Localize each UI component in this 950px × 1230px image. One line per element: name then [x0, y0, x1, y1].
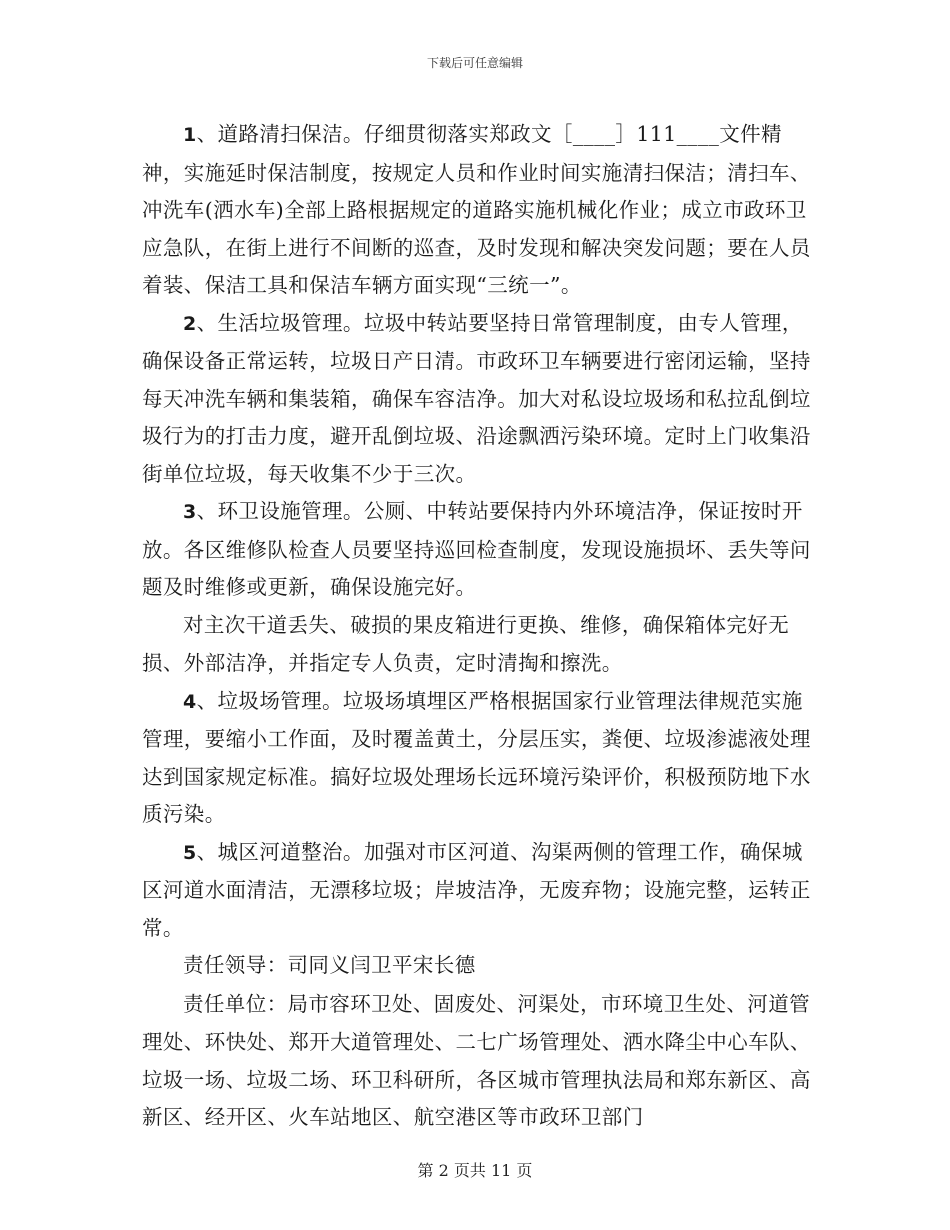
page-header: 下载后可任意编辑: [426, 56, 523, 70]
paragraph-text: 对主次干道丢失、破损的果皮箱进行更换、维修，确保箱体完好无损、外部洁净，并指定专人负责，定时清掏和擦洗。: [142, 612, 790, 675]
paragraph-text: 、垃圾场管理。垃圾场填埋区严格根据国家行业管理法律规范实施管理，要缩小工作面，及时覆盖黄土，分层压实，粪便、垃圾渗滤液处理达到国家规定标准。搞好垃圾处理场长远环境污染评价，积极预防地下水质污染。: [142, 688, 811, 826]
item-number: 1: [183, 124, 197, 146]
paragraph-text: 、环卫设施管理。公厕、中转站要保持内外环境洁净，保证按时开放。各区维修队检查人员要坚持巡回检查制度，发现设施损坏、丢失等问题及时维修或更新，确保设施完好。: [142, 499, 811, 599]
paragraph-text: 、城区河道整治。加强对市区河道、沟渠两侧的管理工作，确保城区河道水面清洁，无漂移垃圾；岸坡洁净，无废弃物；设施完整，运转正常。: [142, 839, 811, 940]
paragraph-8: [142, 986, 822, 1137]
paragraph-2: [142, 305, 822, 494]
item-number: 5: [183, 841, 197, 864]
paragraph-text: 、生活垃圾管理。垃圾中转站要坚持日常管理制度，由专人管理，确保设备正常运转，垃圾日产日清。市政环卫车辆要进行密闭运输，坚持每天冲洗车辆和集装箱，确保车容洁净。加大对私设垃圾场和私拉乱倒垃圾行为的打击力度，避开乱倒垃圾、沿途飘洒污染环境。定时上门收集沿街单位垃圾，每天收集不少于三次。: [142, 310, 811, 486]
document-body: [142, 116, 822, 1137]
paragraph-7: [142, 947, 822, 986]
paragraph-4: [142, 607, 822, 683]
paragraph-3: [142, 493, 822, 607]
paragraph-text: 责任领导：司同义闫卫平宋长德: [183, 953, 476, 977]
item-number: 4: [183, 690, 197, 713]
paragraph-5: [142, 683, 822, 834]
item-number: 2: [183, 312, 197, 335]
paragraph-1: [142, 116, 822, 305]
page-footer: 第 2 页共 11 页: [417, 1161, 533, 1180]
item-number: 3: [183, 501, 197, 523]
paragraph-6: [142, 834, 822, 948]
paragraph-text: 、道路清扫保洁。仔细贯彻落实郑政文［____］111____文件精神，实施延时保洁制度，按规定人员和作业时间实施清扫保洁；清扫车、冲洗车(洒水车)全部上路根据规定的道路实施机械化作业；成立市政环卫应急队，在街上进行不间断的巡查，及时发现和解决突发问题；要在人员着装、保洁工具和保洁车辆方面实现“三统一”。: [142, 122, 811, 297]
paragraph-text: 责任单位：局市容环卫处、固废处、河渠处，市环境卫生处、河道管理处、环快处、郑开大道管理处、二七广场管理处、洒水降尘中心车队、垃圾一场、垃圾二场、环卫科研所，各区城市管理执法局和郑东新区、高新区、经开区、火车站地区、航空港区等市政环卫部门: [142, 991, 811, 1129]
